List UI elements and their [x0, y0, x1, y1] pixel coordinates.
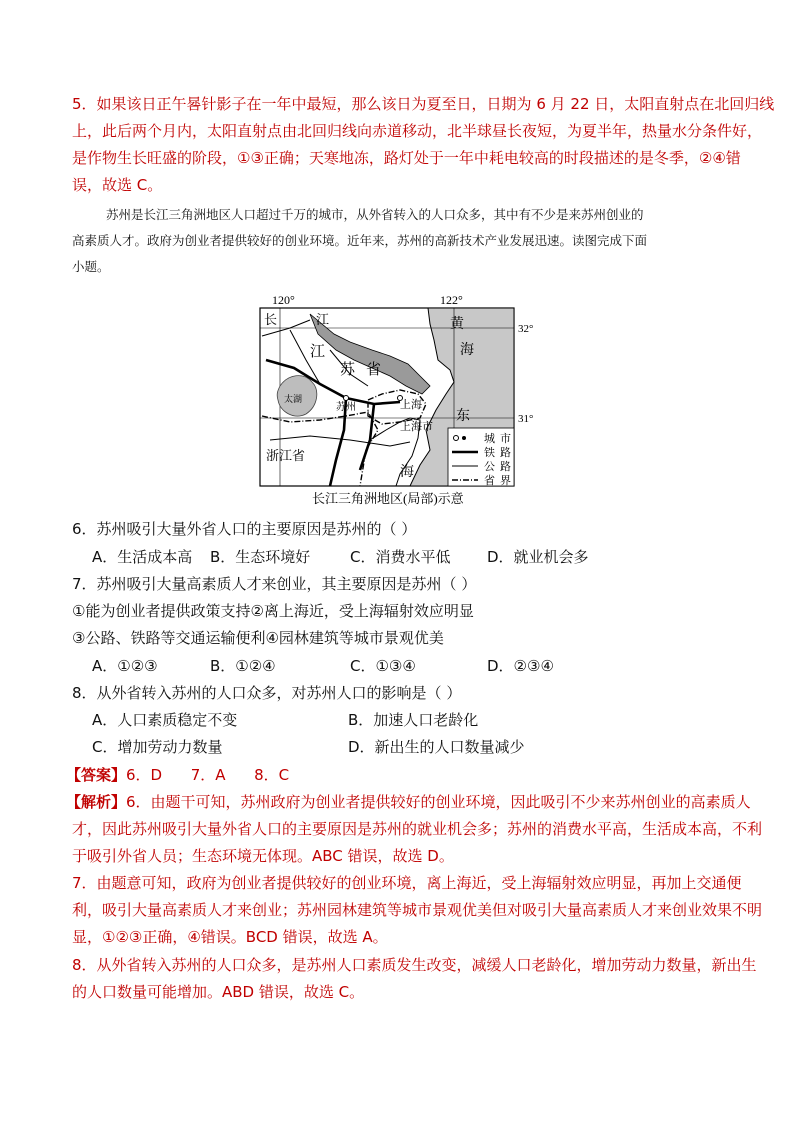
- q7-option-b[interactable]: B．①②④: [210, 657, 276, 675]
- lat-32-label: 32°: [518, 323, 534, 335]
- label-suzhou: 苏州: [336, 402, 356, 413]
- q8-option-d[interactable]: D．新出生的人口数量减少: [348, 738, 525, 756]
- legend-rail-b: 路: [500, 447, 511, 459]
- answer5-line3: 是作物生长旺盛的阶段，①③正确；天寒地冻，路灯处于一年中耗电较高的时段描述的是冬季，②④错: [72, 149, 741, 167]
- legend-city-a: 城: [484, 433, 495, 445]
- analysis-line7: 8．从外省转入苏州的人口众多，是苏州人口素质发生改变，减缓人口老龄化，增加劳动力数量，新出生: [72, 956, 757, 974]
- answer5-line1: 5．如果该日正午晷针影子在一年中最短，那么该日为夏至日，日期为 6 月 22 日，太阳直射点在北回归线: [72, 95, 775, 113]
- legend-city-icon2: [462, 436, 466, 440]
- map-caption: 长江三角洲地区(局部)示意: [312, 491, 464, 506]
- q7-option-d[interactable]: D．②③④: [487, 657, 554, 675]
- analysis-line1: [66, 792, 751, 812]
- answer5-line4: 误，故选 C。: [72, 176, 163, 194]
- passage-line3: 小题。: [72, 259, 110, 274]
- analysis-tag: 【解析】: [66, 793, 127, 811]
- q7-item1: ①能为创业者提供政策支持②离上海近，受上海辐射效应明显: [72, 602, 474, 620]
- answer-tag: 【答案】: [66, 766, 127, 784]
- label-jiang2: 江: [310, 344, 326, 360]
- analysis-line6: 显，①②③正确，④错误。BCD 错误，故选 A。: [72, 928, 388, 946]
- q8-stem: 8．从外省转入苏州的人口众多，对苏州人口的影响是（ ）: [72, 684, 462, 702]
- q7-item2: ③公路、铁路等交通运输便利④园林建筑等城市景观优美: [72, 629, 444, 647]
- analysis-l1: 6．由题干可知，苏州政府为创业者提供较好的创业环境，因此吸引不少来苏州创业的高素质人: [126, 793, 751, 811]
- answer5-line2: 上，此后两个月内，太阳直射点由北回归线向赤道移动，北半球昼长夜短，为夏半年，热量水分条件好，: [72, 122, 763, 140]
- q6-stem: 6．苏州吸引大量外省人口的主要原因是苏州的（ ）: [72, 520, 417, 538]
- passage-line1: 苏州是长江三角洲地区人口超过千万的城市，从外省转入的人口众多，其中有不少是来苏州创业的: [106, 207, 644, 222]
- q8-option-b[interactable]: B．加速人口老龄化: [348, 711, 479, 729]
- lon-120-label: 120°: [272, 293, 295, 307]
- label-chang: 长: [264, 312, 278, 327]
- answer-text: 6．D 7．A 8．C: [126, 766, 290, 784]
- label-zhejiang: 浙江省: [266, 448, 306, 463]
- analysis-line5: 利，吸引大量高素质人才来创业；苏州园林建筑等城市景观优美但对吸引大量高素质人才来创业效果不明: [72, 901, 763, 919]
- lat-31-label: 31°: [518, 413, 534, 425]
- label-taihu: 太湖: [284, 394, 303, 404]
- label-dong: 东: [456, 409, 470, 424]
- q7-option-c[interactable]: C．①③④: [350, 657, 416, 675]
- legend-city-icon: [454, 436, 459, 441]
- answer-line: [66, 765, 289, 785]
- q6-option-b[interactable]: B．生态环境好: [210, 548, 311, 566]
- q7-stem: 7．苏州吸引大量高素质人才来创业，其主要原因是苏州（ ）: [72, 575, 477, 593]
- analysis-line4: 7．由题意可知，政府为创业者提供较好的创业环境，离上海近，受上海辐射效应明显，再加上交通便: [72, 874, 742, 892]
- label-shanghai: 上海: [400, 399, 422, 411]
- analysis-line8: 的人口数量可能增加。ABD 错误，故选 C。: [72, 983, 365, 1001]
- q7-option-a[interactable]: A．①②③: [92, 657, 158, 675]
- legend-city-b: 市: [500, 433, 511, 445]
- q6-option-d[interactable]: D．就业机会多: [487, 548, 589, 566]
- passage-line2: 高素质人才。政府为创业者提供较好的创业环境。近年来，苏州的高新技术产业发展迅速。读图完成下面: [72, 233, 648, 248]
- analysis-line2: 才，因此苏州吸引大量外省人口的主要原因是苏州的就业机会多；苏州的消费水平高，生活成本高，不利: [72, 820, 763, 838]
- label-huang: 黄: [450, 317, 464, 332]
- legend-road-a: 公: [484, 461, 495, 473]
- lon-122-label: 122°: [440, 293, 463, 307]
- analysis-line3: 于吸引外省人员；生态环境无体现。ABC 错误，故选 D。: [72, 847, 454, 865]
- label-shanghaishi: 上海市: [400, 421, 433, 433]
- q6-option-a[interactable]: A．生活成本高: [92, 548, 193, 566]
- label-su: 苏: [340, 362, 356, 378]
- yangtze-delta-map: [250, 290, 550, 510]
- label-hai2: 海: [400, 465, 414, 480]
- q8-option-c[interactable]: C．增加劳动力数量: [92, 738, 223, 756]
- legend-rail-a: 铁: [484, 447, 495, 459]
- legend-road-b: 路: [500, 461, 511, 473]
- q6-option-c[interactable]: C．消费水平低: [350, 548, 451, 566]
- label-sheng: 省: [366, 362, 382, 378]
- q8-option-a[interactable]: A．人口素质稳定不变: [92, 711, 238, 729]
- legend-border-a: 省: [484, 475, 495, 487]
- city-suzhou: [344, 396, 349, 401]
- label-hai: 海: [460, 343, 474, 358]
- legend-border-b: 界: [500, 475, 511, 487]
- label-jiang: 江: [316, 312, 330, 327]
